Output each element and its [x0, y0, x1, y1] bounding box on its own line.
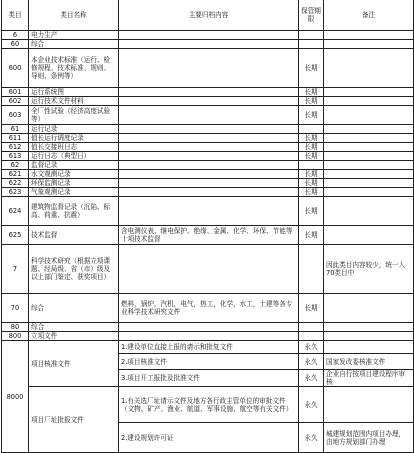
cell-content	[119, 188, 299, 197]
table-row	[2, 197, 414, 226]
cell-content	[119, 49, 299, 88]
cell-note	[324, 188, 414, 197]
cell-content: 2.项目核准文件	[119, 354, 299, 370]
cell-name: 监督记录	[29, 161, 119, 170]
cell-period: 长期	[299, 97, 324, 106]
table-row	[2, 170, 414, 179]
cell-name: 气象观测记录	[29, 188, 119, 197]
table-row	[2, 134, 414, 143]
cell-name: 运行系统图	[29, 88, 119, 97]
cell-period	[299, 323, 324, 332]
cell-code: 600	[2, 49, 29, 88]
cell-period: 长期	[299, 88, 324, 97]
table-header-row	[2, 0, 414, 31]
cell-name: 全厂性试验（经济高度试验等）	[29, 106, 119, 125]
cell-content	[119, 245, 299, 294]
cell-code: 8000	[2, 341, 29, 453]
header-period: 保管期限	[299, 0, 324, 31]
cell-code: 6	[2, 31, 29, 40]
cell-code: 60	[2, 40, 29, 49]
cell-content	[119, 179, 299, 188]
cell-code: 622	[2, 179, 29, 188]
cell-content	[119, 125, 299, 134]
cell-code: 612	[2, 143, 29, 152]
cell-name: 建筑物监督记录（沉陷、标高、荷重、抗震）	[29, 197, 119, 226]
cell-note	[324, 40, 414, 49]
cell-period: 永久	[299, 354, 324, 370]
cell-period: 长期	[299, 179, 324, 188]
cell-code: 623	[2, 188, 29, 197]
header-content: 主要归档内容	[119, 0, 299, 31]
cell-period	[299, 31, 324, 40]
cell-note	[324, 323, 414, 332]
cell-name: 综合	[29, 294, 119, 323]
cell-content	[119, 134, 299, 143]
cell-period	[299, 332, 324, 341]
header-code: 类目	[2, 0, 29, 31]
cell-name: 运行记录	[29, 125, 119, 134]
cell-content	[119, 197, 299, 226]
cell-code: 7	[2, 245, 29, 294]
cell-content: 2.建设规划许可证	[119, 423, 299, 453]
table-row	[2, 179, 414, 188]
cell-period	[299, 245, 324, 294]
cell-content	[119, 323, 299, 332]
cell-content: 1.建设单位直接上报的请示和批复文件	[119, 341, 299, 354]
table-row	[2, 97, 414, 106]
table-row	[2, 387, 414, 423]
cell-content	[119, 332, 299, 341]
cell-note: 因此类目内容较少，统一入70类目中	[324, 245, 414, 294]
cell-code: 624	[2, 197, 29, 226]
cell-note	[324, 106, 414, 125]
cell-period: 永久	[299, 387, 324, 423]
cell-note: 国家发改委核准文件	[324, 354, 414, 370]
table-row	[2, 152, 414, 161]
cell-content	[119, 152, 299, 161]
cell-note	[324, 332, 414, 341]
cell-content	[119, 143, 299, 152]
table-row	[2, 125, 414, 134]
table-row	[2, 31, 414, 40]
cell-name: 水文观测记录	[29, 170, 119, 179]
cell-content	[119, 170, 299, 179]
cell-note	[324, 31, 414, 40]
cell-code: 611	[2, 134, 29, 143]
cell-note	[324, 161, 414, 170]
cell-period: 长期	[299, 143, 324, 152]
cell-note	[324, 294, 414, 323]
cell-period: 长期	[299, 152, 324, 161]
cell-period: 长期	[299, 197, 324, 226]
cell-period: 长期	[299, 134, 324, 143]
cell-code: 602	[2, 97, 29, 106]
cell-period: 长期	[299, 170, 324, 179]
cell-content: 1.有关选厂址请示文件及地方各行政主管单位的审批文件（文物、矿产、渔业、航道、军事设施、航空等有关文件）	[119, 387, 299, 423]
cell-name: 值长交接班日志	[29, 143, 119, 152]
cell-code: 601	[2, 88, 29, 97]
cell-code: 800	[2, 332, 29, 341]
cell-code: 62	[2, 161, 29, 170]
cell-note	[324, 143, 414, 152]
cell-name: 综合	[29, 40, 119, 49]
table-row	[2, 88, 414, 97]
table-row	[2, 49, 414, 88]
cell-period: 永久	[299, 423, 324, 453]
table-row	[2, 106, 414, 125]
cell-content	[119, 88, 299, 97]
cell-note	[324, 170, 414, 179]
cell-content: 燃料，锅炉，汽机，电气，热工，化学，水工，土建等各专业科学技术研究文件	[119, 294, 299, 323]
cell-code: 70	[2, 294, 29, 323]
cell-name: 立项文件	[29, 332, 119, 341]
header-note: 备注	[324, 0, 414, 31]
cell-code: 80	[2, 323, 29, 332]
cell-content: 含电测仪表、继电保护、绝缘、金属、化学、环保、节能等十项技术监督	[119, 226, 299, 245]
cell-name: 项目厂址批报文件	[29, 387, 119, 453]
cell-period	[299, 40, 324, 49]
table-row	[2, 226, 414, 245]
table-row	[2, 323, 414, 332]
cell-content: 3.项目开工报批及批准文件	[119, 370, 299, 387]
cell-note	[324, 387, 414, 423]
cell-note	[324, 226, 414, 245]
cell-note	[324, 341, 414, 354]
cell-content	[119, 97, 299, 106]
cell-name: 值长运行调度记录	[29, 134, 119, 143]
cell-name: 电力生产	[29, 31, 119, 40]
cell-content	[119, 31, 299, 40]
cell-note: 企业自行按项目建设程序审核	[324, 370, 414, 387]
cell-code: 61	[2, 125, 29, 134]
table-row	[2, 332, 414, 341]
cell-note	[324, 49, 414, 88]
table-row	[2, 245, 414, 294]
table-row	[2, 294, 414, 323]
cell-name: 本企业技术标准（运行、检修规程、技术标准、规则、导则、条例等）	[29, 49, 119, 88]
cell-name: 项目核准文件	[29, 341, 119, 387]
cell-note	[324, 134, 414, 143]
cell-content	[119, 40, 299, 49]
table-row	[2, 143, 414, 152]
cell-note	[324, 97, 414, 106]
cell-code: 621	[2, 170, 29, 179]
table-row	[2, 341, 414, 354]
cell-period: 长期	[299, 106, 324, 125]
cell-code: 625	[2, 226, 29, 245]
cell-note	[324, 88, 414, 97]
cell-name: 综合	[29, 323, 119, 332]
cell-note	[324, 125, 414, 134]
cell-name: 技术监督	[29, 226, 119, 245]
cell-code: 603	[2, 106, 29, 125]
cell-code: 613	[2, 152, 29, 161]
cell-name: 环保监测记录	[29, 179, 119, 188]
cell-note	[324, 197, 414, 226]
cell-period: 永久	[299, 370, 324, 387]
cell-name: 运行日志（典型日）	[29, 152, 119, 161]
table-row	[2, 40, 414, 49]
cell-period	[299, 125, 324, 134]
cell-period: 长期	[299, 294, 324, 323]
cell-note	[324, 152, 414, 161]
cell-name: 科学技术研究（根据立项课题、经局级、省（市）级及以上部门鉴定、获奖项目）	[29, 245, 119, 294]
table-row	[2, 161, 414, 170]
cell-period: 长期	[299, 49, 324, 88]
cell-period: 长期	[299, 188, 324, 197]
table-row	[2, 188, 414, 197]
cell-period	[299, 161, 324, 170]
cell-note	[324, 179, 414, 188]
cell-content	[119, 161, 299, 170]
header-name: 类目名称	[29, 0, 119, 31]
cell-period: 永久	[299, 341, 324, 354]
table-body	[2, 31, 414, 453]
cell-period: 长期	[299, 226, 324, 245]
cell-content	[119, 106, 299, 125]
cell-note: 城建规划范围内项目办理，由地方规划部门办理	[324, 423, 414, 453]
archive-classification-table	[1, 0, 414, 453]
cell-name: 运行技术文件材料	[29, 97, 119, 106]
